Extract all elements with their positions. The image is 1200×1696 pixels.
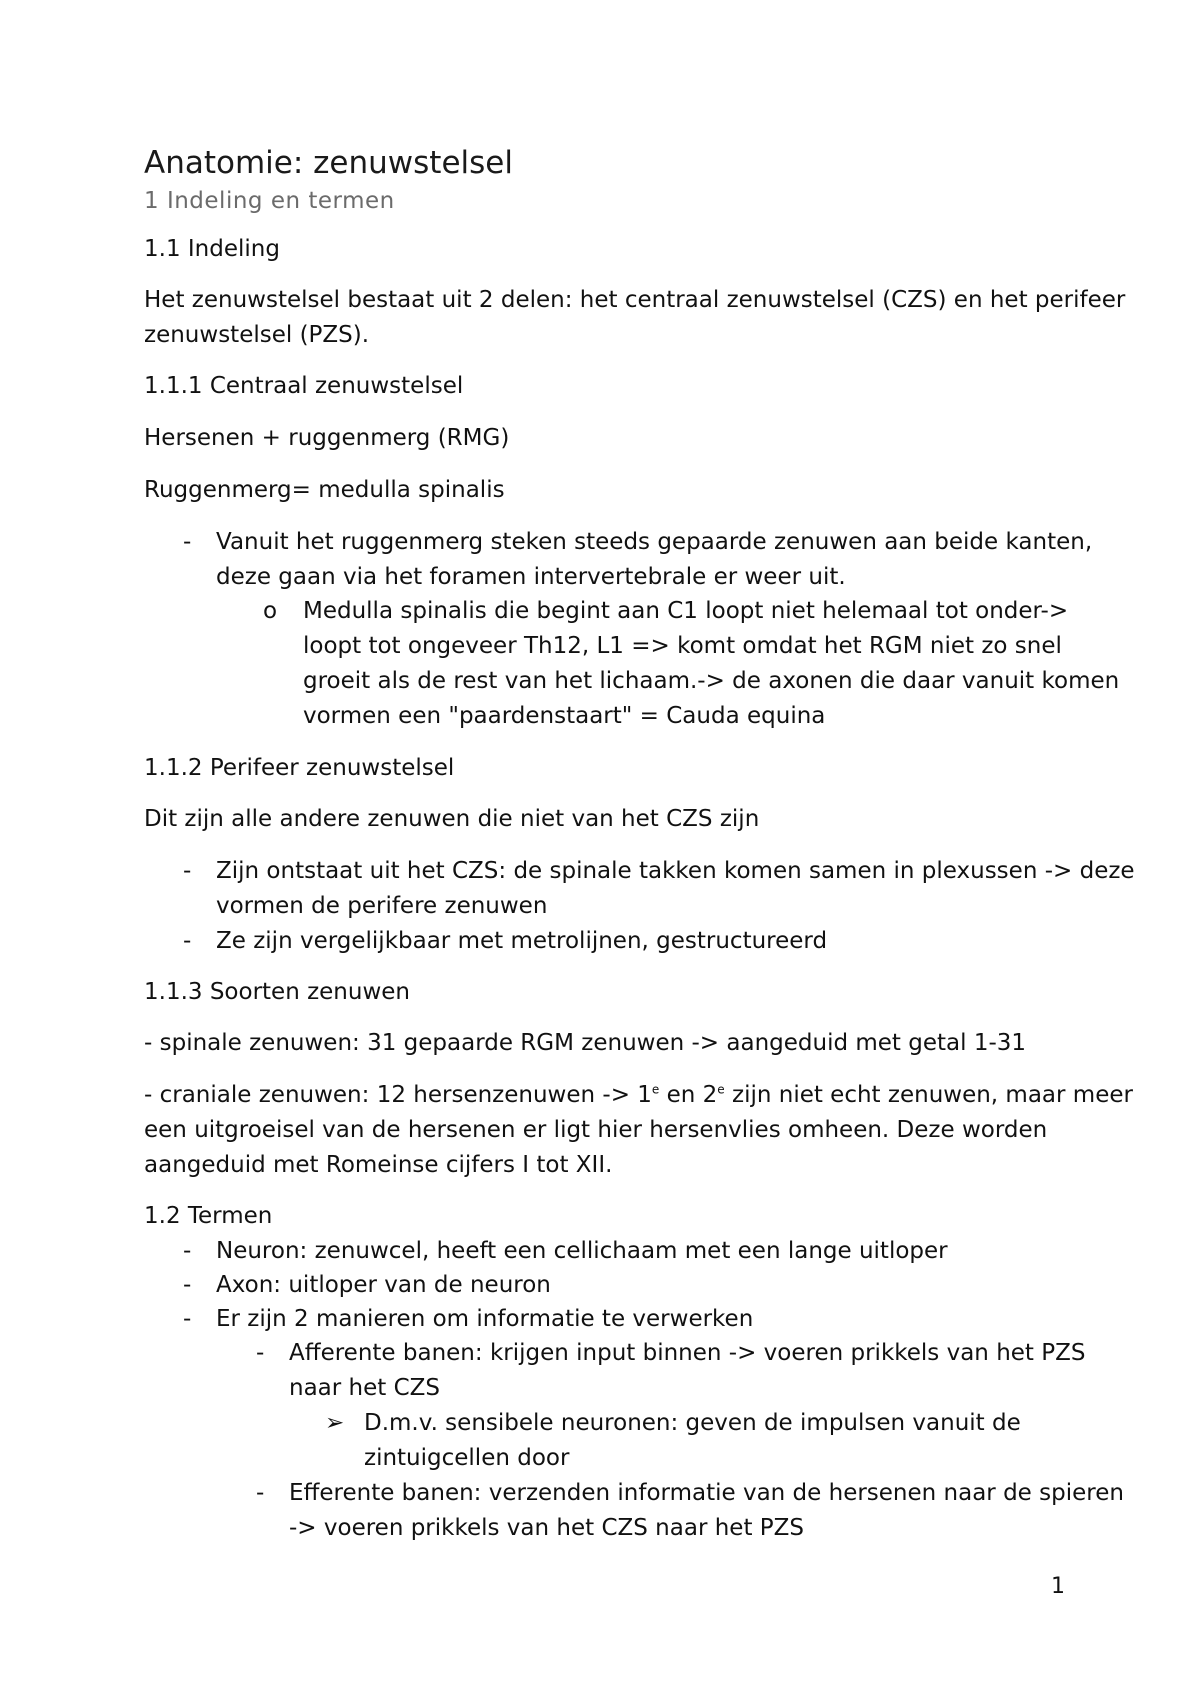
pzs-bullet-2: Ze zijn vergelijkbaar met metrolijnen, gestructureerd [216,928,828,954]
termen-bullet-manieren: Er zijn 2 manieren om informatie te verwerken [216,1306,754,1332]
paragraph-intro-line-1: Het zenuwstelsel bestaat uit 2 delen: het centraal zenuwstelsel (CZS) en het perifeer [144,287,1126,313]
paragraph-craniale-line-1 [144,1078,1133,1113]
arrow-bullet-line-2: zintuigcellen door [364,1445,570,1471]
czs-subbullet-line-1: Medulla spinalis die begint aan C1 loopt niet helemaal tot onder-> [303,598,1069,624]
paragraph-czs-1: Hersenen + ruggenmerg (RMG) [144,425,510,451]
efferente-line-2: -> voeren prikkels van het CZS naar het PZS [289,1515,804,1541]
dash-bullet-marker: - [256,1340,265,1366]
termen-bullet-neuron: Neuron: zenuwcel, heeft een cellichaam met een lange uitloper [216,1238,948,1264]
paragraph-intro-line-2: zenuwstelsel (PZS). [144,322,370,348]
pzs-bullet-1-line-1: Zijn ontstaat uit het CZS: de spinale takken komen samen in plexussen -> deze [216,858,1135,884]
czs-bullet-line-1: Vanuit het ruggenmerg steken steeds gepaarde zenuwen aan beide kanten, [216,529,1093,555]
section-heading-1-2: 1.2 Termen [144,1203,273,1229]
czs-subbullet-line-2: loopt tot ongeveer Th12, L1 => komt omdat het RGM niet zo snel [303,633,1062,659]
dash-bullet-marker: - [256,1480,265,1506]
dash-bullet-marker: - [183,858,192,884]
section-heading-1-1: 1.1 Indeling [144,236,280,262]
circle-bullet-marker: o [263,598,278,624]
craniale-text-b: en 2 [659,1082,718,1108]
paragraph-czs-2: Ruggenmerg= medulla spinalis [144,477,505,503]
section-heading-1-1-3: 1.1.3 Soorten zenuwen [144,979,411,1005]
czs-bullet-line-2: deze gaan via het foramen intervertebrale er weer uit. [216,564,846,590]
paragraph-craniale-line-2: een uitgroeisel van de hersenen er ligt hier hersenvlies omheen. Deze worden [144,1117,1048,1143]
craniale-text-a: - craniale zenuwen: 12 hersenzenuwen -> 1 [144,1082,652,1108]
paragraph-spinale: - spinale zenuwen: 31 gepaarde RGM zenuwen -> aangeduid met getal 1-31 [144,1030,1027,1056]
paragraph-pzs: Dit zijn alle andere zenuwen die niet van het CZS zijn [144,806,760,832]
efferente-line-1: Efferente banen: verzenden informatie van de hersenen naar de spieren [289,1480,1124,1506]
czs-subbullet-line-3: groeit als de rest van het lichaam.-> de axonen die daar vanuit komen [303,668,1120,694]
arrow-bullet-icon: ➢ [325,1410,345,1436]
craniale-text-c: zijn niet echt zenuwen, maar meer [724,1082,1133,1108]
dash-bullet-marker: - [183,1306,192,1332]
dash-bullet-marker: - [183,1272,192,1298]
termen-bullet-axon: Axon: uitloper van de neuron [216,1272,551,1298]
section-heading-1-1-1: 1.1.1 Centraal zenuwstelsel [144,373,464,399]
page-number: 1 [1051,1574,1065,1599]
dash-bullet-marker: - [183,1238,192,1264]
afferente-line-2: naar het CZS [289,1375,441,1401]
dash-bullet-marker: - [183,529,192,555]
afferente-line-1: Afferente banen: krijgen input binnen -> voeren prikkels van het PZS [289,1340,1086,1366]
pzs-bullet-1-line-2: vormen de perifere zenuwen [216,893,548,919]
czs-subbullet-line-4: vormen een "paardenstaart" = Cauda equina [303,703,826,729]
superscript-e: e [717,1082,725,1097]
superscript-e: e [651,1082,660,1097]
dash-bullet-marker: - [183,928,192,954]
section-heading-1-1-2: 1.1.2 Perifeer zenuwstelsel [144,755,455,781]
chapter-heading: 1 Indeling en termen [144,188,395,214]
document-title: Anatomie: zenuwstelsel [144,145,513,181]
paragraph-craniale-line-3: aangeduid met Romeinse cijfers I tot XII. [144,1152,613,1178]
arrow-bullet-line-1: D.m.v. sensibele neuronen: geven de impulsen vanuit de [364,1410,1021,1436]
